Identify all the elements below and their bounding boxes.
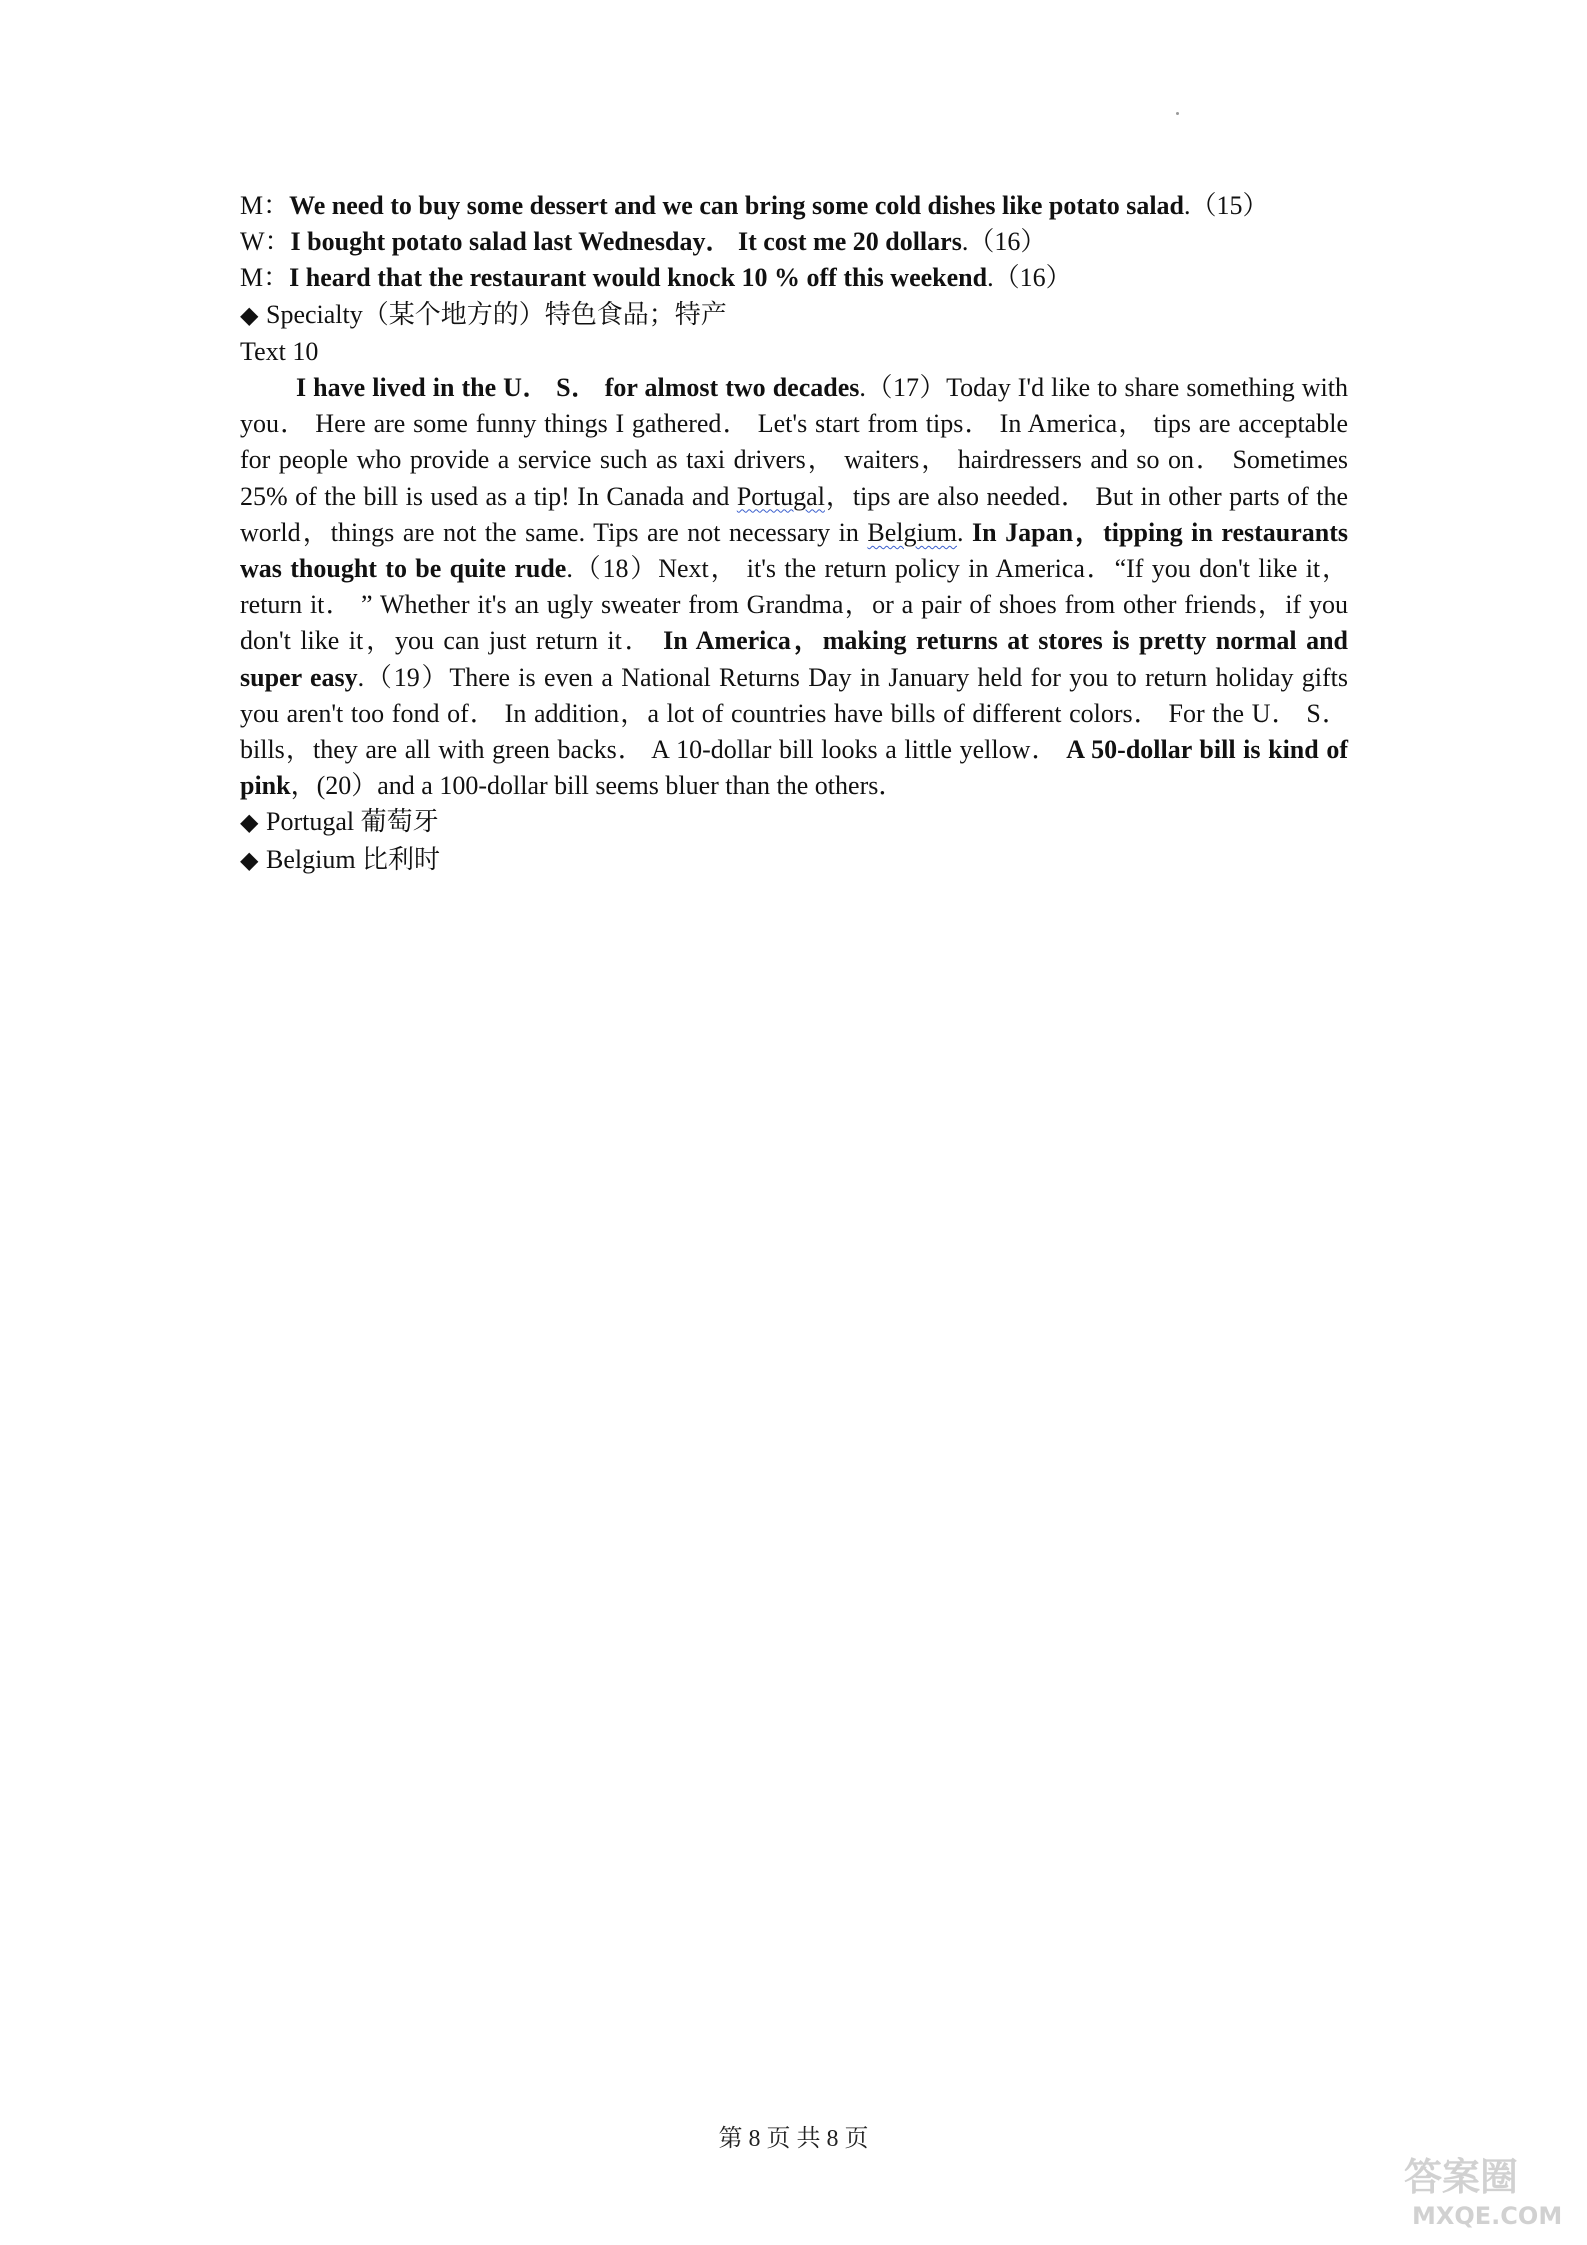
vocab-word-portugal: Portugal bbox=[736, 481, 825, 511]
speaker-label: M： bbox=[240, 191, 290, 220]
speaker-label: W： bbox=[240, 227, 291, 257]
vocab-note-specialty bbox=[240, 297, 1348, 334]
dialogue-line-1 bbox=[240, 188, 1348, 224]
passage-paragraph bbox=[240, 370, 1348, 804]
passage-text: ，tips are also needed． But in other parts of the world，things are not the same. Tips are not necessary in bbox=[240, 481, 1348, 547]
passage-text: . bbox=[956, 517, 973, 547]
dialogue-text: I heard that the restaurant would knock 10 % off this weekend bbox=[289, 263, 988, 293]
dialogue-text: I bought potato salad last Wednesday． It cost me 20 dollars bbox=[290, 227, 962, 257]
vocab-note-portugal bbox=[240, 804, 1348, 841]
dialogue-ref: .（16） bbox=[961, 227, 1047, 257]
dialogue-line-3 bbox=[240, 260, 1348, 296]
site-watermark-logo bbox=[1400, 2150, 1570, 2232]
watermark-logo-text: 答案圈 bbox=[1404, 2155, 1519, 2199]
vocab-note-text: Portugal 葡萄牙 bbox=[266, 807, 439, 837]
vocab-note-text: Specialty（某个地方的）特色食品；特产 bbox=[266, 299, 727, 329]
section-title: Text 10 bbox=[240, 336, 319, 366]
scan-dot bbox=[1176, 112, 1179, 115]
page-number-footer: 第 8 页 共 8 页 bbox=[718, 2126, 869, 2152]
passage-text: .（17）Today I'd like to share something with you． Here are some funny things I gathered． Let's start from tips． In America， tips are acceptable for people who provide a service such as taxi drivers， waiters， hairdressers and so on． Sometimes 25% of the bill is used as a tip! In Canada and bbox=[240, 373, 1349, 511]
answer-sentence-17: I have lived in the U． S． for almost two decades bbox=[296, 373, 860, 403]
passage-text: .（18）Next， it's the return policy in America．“If you don't like it，return it． ” Whether it's an ugly sweater from Grandma，or a pair of shoes from other friends，if you don't like it，you can just return it． bbox=[240, 554, 1348, 656]
page-content bbox=[240, 188, 1348, 879]
dialogue-line-2 bbox=[240, 224, 1348, 260]
answer-sentence-19: In America，making returns at stores is pretty normal and super easy bbox=[240, 626, 1348, 692]
passage-text: .（19）There is even a National Returns Day in January held for you to return holiday gifts you aren't too fond of． In addition，a lot of countries have bills of different colors． For the U． S． bills，they are all with green backs． A 10-dollar bill looks a little yellow． bbox=[240, 662, 1349, 765]
watermark-url-text: MXQE.COM bbox=[1412, 2202, 1563, 2230]
vocab-word-belgium: Belgium bbox=[867, 517, 957, 547]
dialogue-ref: .（16） bbox=[987, 263, 1072, 293]
dialogue-ref: .（15） bbox=[1184, 191, 1269, 220]
answer-sentence-18: In Japan，tipping in restaurants was thought to be quite rude bbox=[240, 517, 1349, 584]
diamond-bullet-icon: ◆ bbox=[240, 847, 259, 874]
speaker-label: M： bbox=[240, 263, 290, 293]
answer-sentence-20: A 50-dollar bill is kind of pink bbox=[240, 735, 1348, 801]
watermark-graphic bbox=[1400, 2150, 1570, 2232]
dialogue-text: We need to buy some dessert and we can bring some cold dishes like potato salad bbox=[289, 191, 1185, 220]
passage-text: ，(20）and a 100-dollar bill seems bluer than the others． bbox=[290, 771, 905, 801]
vocab-note-belgium bbox=[240, 842, 1348, 879]
diamond-bullet-icon: ◆ bbox=[240, 810, 259, 837]
diamond-bullet-icon: ◆ bbox=[240, 302, 259, 329]
vocab-note-text: Belgium 比利时 bbox=[266, 844, 441, 874]
